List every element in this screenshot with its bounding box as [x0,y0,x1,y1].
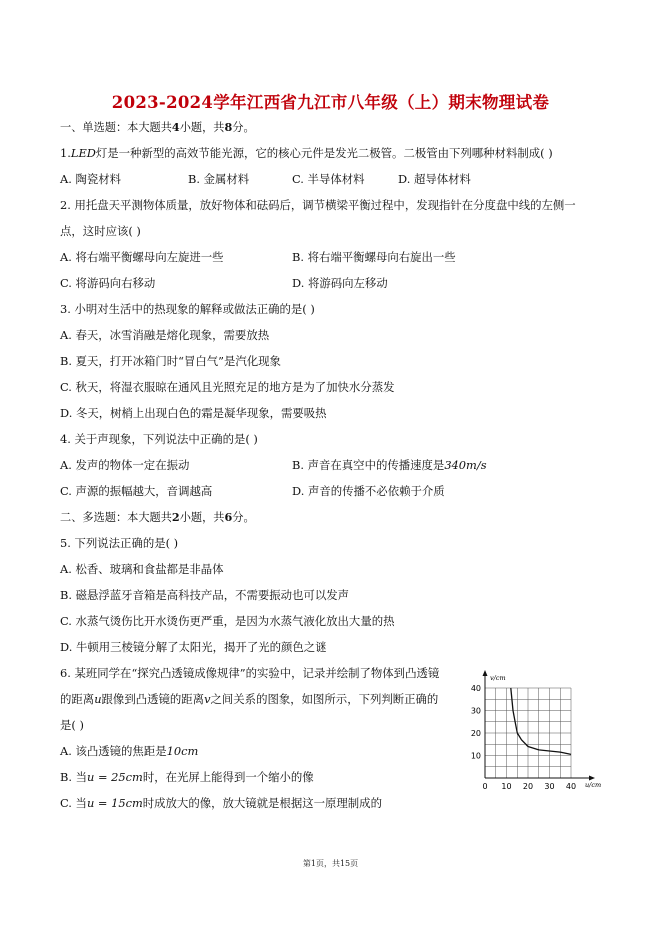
question-5: 5. 下列说法正确的是( ) [60,536,179,550]
question-2-line-2: 点，这时应该( ) [60,224,141,238]
q4-option-c: C. 声源的振幅越大，音调越高 [60,484,213,498]
x-tick-label: 20 [522,782,534,791]
question-6-line-3: 是( ) [60,718,84,732]
y-axis-arrow [483,670,488,676]
q5-option-c: C. 水蒸气烫伤比开水烫伤更严重，是因为水蒸气液化放出大量的热 [60,614,395,628]
q2-option-b: B. 将右端平衡螺母向右旋出一些 [292,250,456,264]
question-3: 3. 小明对生活中的热现象的解释或做法正确的是( ) [60,302,315,316]
x-tick-label: 0 [482,782,488,791]
question-2-line-1: 2. 用托盘天平测物体质量，放好物体和砝码后，调节横梁平衡过程中，发现指针在分度盘中线的左侧一 [60,198,576,212]
q1-option-d: D. 超导体材料 [398,172,471,186]
section-header-single-choice: 一、单选题：本大题共4小题，共8分。 [60,120,255,134]
q1-option-c: C. 半导体材料 [292,172,365,186]
x-axis-label: u/cm [585,781,602,789]
q4-option-d: D. 声音的传播不必依赖于介质 [292,484,445,498]
y-tick-label: 30 [470,706,481,716]
q2-option-c: C. 将游码向右移动 [60,276,156,290]
q6-option-b: B. 当u = 25cm时，在光屏上能得到一个缩小的像 [60,770,314,784]
q5-option-d: D. 牛顿用三棱镜分解了太阳光，揭开了光的颜色之谜 [60,640,327,654]
q2-option-a: A. 将右端平衡螺母向左旋进一些 [60,250,224,264]
q1-option-b: B. 金属材料 [188,172,250,186]
x-axis-arrow [589,776,595,781]
question-6-line-2: 的距离u跟像到凸透镜的距离v之间关系的图象，如图所示，下列判断正确的 [60,692,439,706]
y-tick-label: 10 [470,751,481,761]
page-title: 2023-2024学年江西省九江市八年级（上）期末物理试卷 [111,93,550,112]
q5-option-a: A. 松香、玻璃和食盐都是非晶体 [60,562,224,576]
q6-option-c: C. 当u = 15cm时成放大的像，放大镜就是根据这一原理制成的 [60,796,382,810]
q2-option-d: D. 将游码向左移动 [292,276,388,290]
q3-option-d: D. 冬天，树梢上出现白色的霜是凝华现象，需要吸热 [60,406,327,420]
q1-option-a: A. 陶瓷材料 [60,172,122,186]
page-footer: 第1页，共15页 [302,859,359,868]
x-tick-label: 10 [501,782,512,791]
q3-option-a: A. 春天，冰雪消融是熔化现象，需要放热 [60,328,270,342]
question-4: 4. 关于声现象，下列说法中正确的是( ) [60,432,258,446]
q6-uv-graph [452,664,610,798]
y-tick-label: 20 [470,729,481,738]
section-header-multi-choice: 二、多选题：本大题共2小题，共6分。 [60,510,255,524]
q5-option-b: B. 磁悬浮蓝牙音箱是高科技产品，不需要振动也可以发声 [60,588,349,602]
question-1: 1.LED灯是一种新型的高效节能光源，它的核心元件是发光二极管。二极管由下列哪种材料制成( ) [60,146,553,160]
question-6-line-1: 6. 某班同学在“探究凸透镜成像规律”的实验中，记录并绘制了物体到凸透镜 [60,666,440,680]
y-tick-label: 40 [470,684,481,693]
x-tick-label: 30 [544,782,555,791]
q3-option-c: C. 秋天，将湿衣服晾在通风且光照充足的地方是为了加快水分蒸发 [60,380,395,394]
q6-option-a: A. 该凸透镜的焦距是10cm [60,744,199,758]
q4-option-b: B. 声音在真空中的传播速度是340m/s [292,458,487,472]
q3-option-b: B. 夏天，打开冰箱门时“冒白气”是汽化现象 [60,354,281,368]
y-axis-label: v/cm [490,674,506,682]
x-tick-label: 40 [565,782,577,791]
q4-option-a: A. 发声的物体一定在振动 [60,458,190,472]
